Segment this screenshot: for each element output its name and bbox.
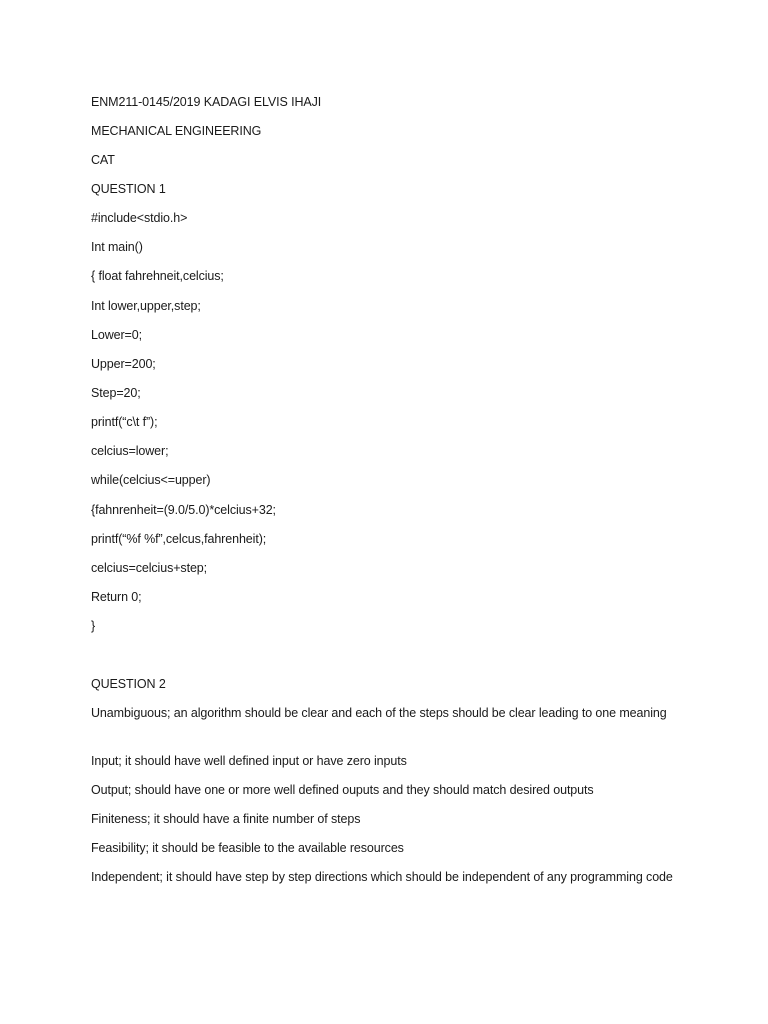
algorithm-property: Independent; it should have step by step directions which should be independent of any programming code	[91, 870, 673, 884]
code-line: celcius=celcius+step;	[91, 561, 208, 575]
algorithm-property: Input; it should have well defined input or have zero inputs	[91, 754, 407, 768]
code-line: {fahnrenheit=(9.0/5.0)*celcius+32;	[91, 503, 276, 517]
code-line: Upper=200;	[91, 357, 156, 371]
algorithm-property: Feasibility; it should be feasible to the available resources	[91, 841, 404, 855]
code-line: #include<stdio.h>	[91, 211, 188, 225]
code-line: Int lower,upper,step;	[91, 299, 201, 313]
code-line: Return 0;	[91, 590, 142, 604]
code-line: while(celcius<=upper)	[91, 473, 211, 487]
code-line: printf(“%f %f”,celcus,fahrenheit);	[91, 532, 267, 546]
code-line: Lower=0;	[91, 328, 142, 342]
code-line: }	[91, 619, 96, 633]
code-line: { float fahrehneit,celcius;	[91, 269, 224, 283]
question-2-title: QUESTION 2	[91, 677, 166, 691]
code-line: printf(“c\t f”);	[91, 415, 158, 429]
code-line: celcius=lower;	[91, 444, 169, 458]
department: MECHANICAL ENGINEERING	[91, 124, 262, 138]
code-line: Int main()	[91, 240, 143, 254]
algorithm-property: Output; should have one or more well defined ouputs and they should match desired outputs	[91, 783, 594, 797]
student-id-name: ENM211-0145/2019 KADAGI ELVIS IHAJI	[91, 95, 322, 109]
algorithm-property: Unambiguous; an algorithm should be clear and each of the steps should be clear leading to one meaning	[91, 706, 667, 720]
assessment-type: CAT	[91, 153, 115, 167]
code-line: Step=20;	[91, 386, 141, 400]
algorithm-property: Finiteness; it should have a finite number of steps	[91, 812, 361, 826]
question-1-title: QUESTION 1	[91, 182, 166, 196]
